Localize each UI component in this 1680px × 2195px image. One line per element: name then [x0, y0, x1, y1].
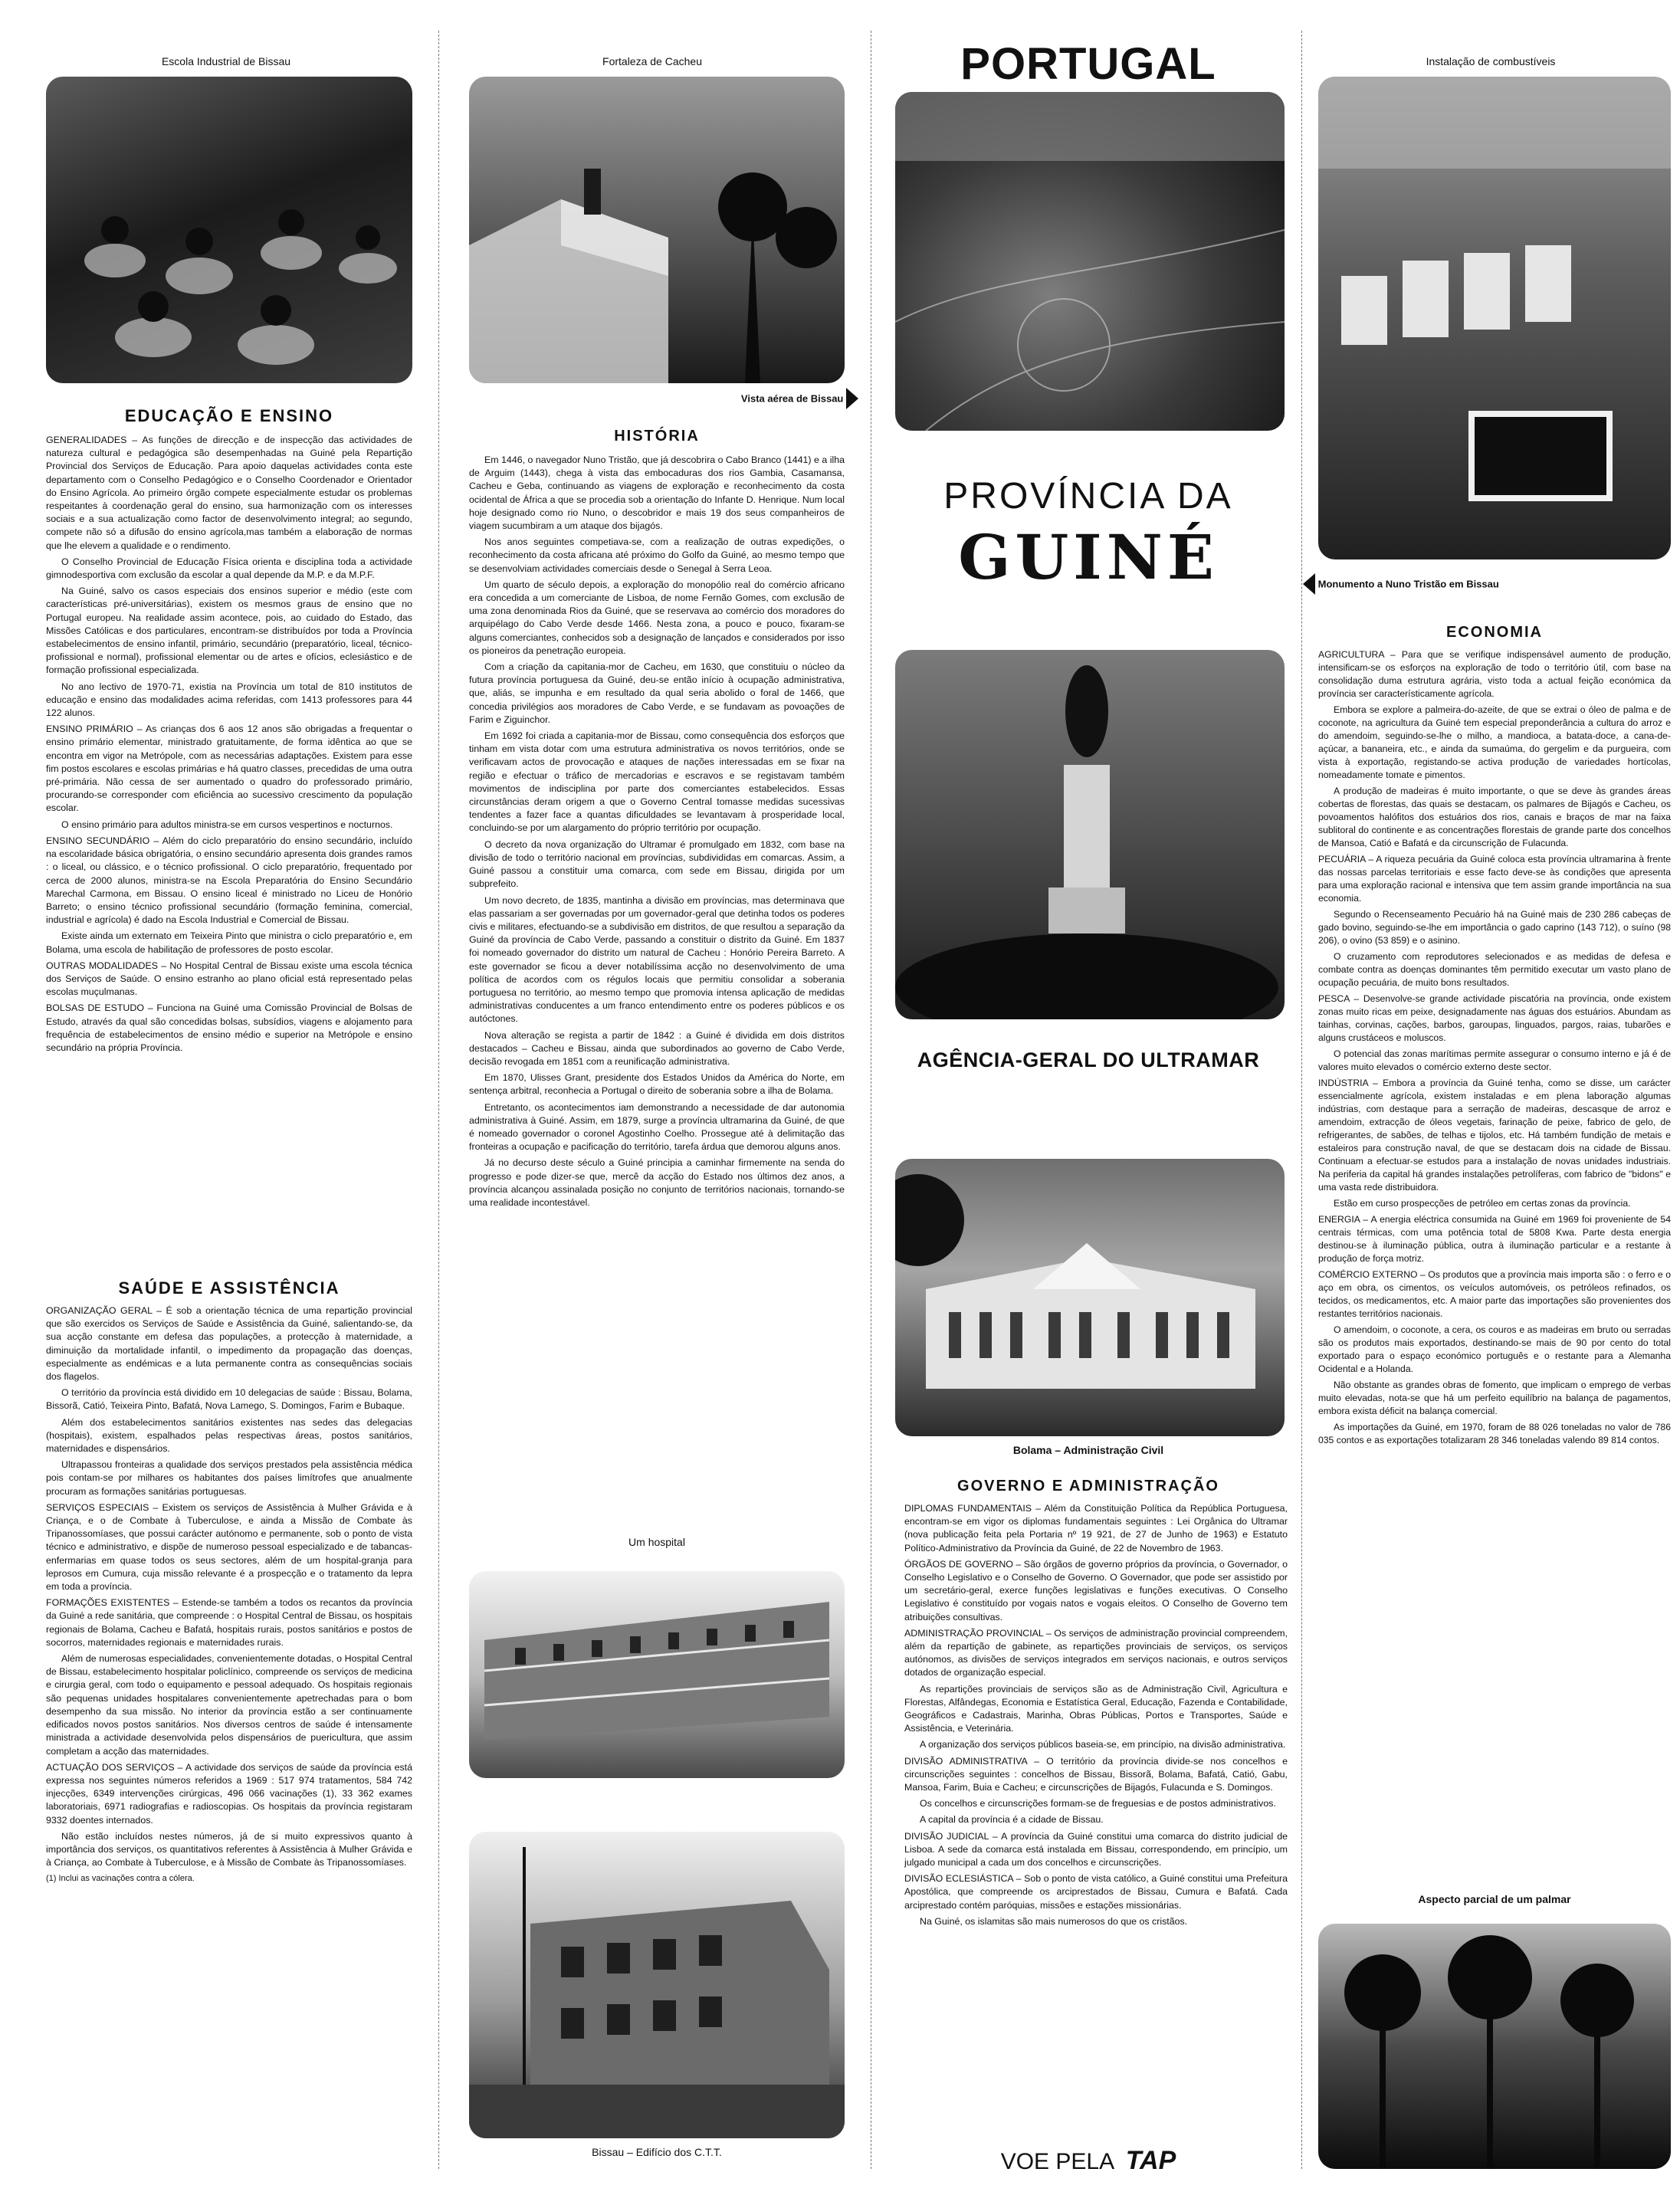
paragraph: Não estão incluídos nestes números, já de si muito expressivos quanto à importância dos serviços, os quantitativos referentes à Assistência à Mulher Grávida e à Criança, ao Combate à Tuberculose, e à Missão de Combate às Tripanossomíases. — [46, 1830, 412, 1869]
caption-palmar: Aspecto parcial de um palmar — [1418, 1893, 1571, 1905]
governo-body — [904, 1502, 1288, 1931]
paragraph: PESCA – Desenvolve-se grande actividade piscatória na província, onde existem zonas muito ricas em peixe, designadamente nas águas dos estuários. Abundam as tainhas, corvinas, cações, barbos, garoupas, linguados, pargos, raias, tubarões e alguns crustáceos e moluscos. — [1318, 993, 1671, 1043]
paragraph: Embora se explore a palmeira-do-azeite, de que se extrai o óleo de palma e de coconote, na agricultura da Guiné tem especial preponderância a cultura do arroz e do amendoim, seguindo-se-lhe o milho, a mandioca, a batata-doce, a cana-de-açúcar, a bananeira, etc., e ainda da sumaúma, do gergelim e da purgueira, com vista à exportação, registando-se activa produção de variedades hortícolas, nomeadamente tomate e pimentos. — [1318, 704, 1671, 780]
photo-fortaleza-cacheu — [469, 77, 845, 383]
paragraph: INDÚSTRIA – Embora a província da Guiné tenha, como se disse, um carácter essencialmente agrícola, existem instaladas e em plena laboração algumas indústrias, com destaque para a serração de madeiras, descasque de arroz e amendoim, extracção de óleos vegetais, farinação de peixe, fabrico de gelo, de refrigerantes, de sabões, de telhas e tijolos, etc. Há também fundição de metais e estaleiros para construção naval, de que se destacam dois na cidade de Bissau. Continuam a efectuar-se estudos para a instalação de novas unidades industriais. Na periferia da capital há grandes instalações petrolíferas, com fabrico de "bidons" e uma vasta rede distribuidora. — [1318, 1078, 1671, 1193]
fuel-installation-image — [1318, 77, 1671, 559]
paragraph: DIVISÃO ADMINISTRATIVA – O território da província divide-se nos concelhos e circunscrições seguintes : concelhos de Bissau, Bissorã, Bolama, Bafatá, Catió, Gabu, Mansoa, Farim, Buia e Cacheu; e circunscrições de Bijagós, Fulacunda e S. Domingos. — [904, 1755, 1288, 1793]
paragraph: Já no decurso deste século a Guiné principia a caminhar firmemente na senda do progresso e pode dizer-se que, mercê da acção do Estado nos últimos dez anos, a província alcançou assinalada posição no conjunto de territórios nacionais, tornando-se uma realidade incontestável. — [469, 1157, 845, 1208]
paragraph: A produção de madeiras é muito importante, o que se deve às grandes áreas cobertas de florestas, das quais se destacam, os palmares de Bijagós e Cacheu, os povoamentos halófitos dos estuários dos rios, canais e braços de mar na faixa sublitoral do continente e as concentrações florestais de grande parte dos concelhos de Mansoa, Catió e Bafatá e da circunscrição de Fulacunda. — [1318, 786, 1671, 848]
palm-grove-image — [1318, 1924, 1671, 2169]
masthead-provincia-da: PROVÍNCIA DA — [943, 476, 1233, 517]
section-heading-educacao: EDUCAÇÃO E ENSINO — [124, 406, 334, 425]
paragraph: AGRICULTURA – Para que se verifique indispensável aumento de produção, intensificam-se os esforços na exploração de todo o território útil, com base na consolidação duma estrutura agrária, visto toda a actual feição económica da província ser característicamente agrícola. — [1318, 649, 1671, 699]
paragraph: BOLSAS DE ESTUDO – Funciona na Guiné uma Comissão Provincial de Bolsas de Estudo, através da qual são concedidas bolsas, subsídios, viagens e alojamento para frequência de estabelecimentos de ensino médio e superior na Metrópole e ensino secundário na própria Província. — [46, 1002, 412, 1053]
caption-escola: Escola Industrial de Bissau — [161, 55, 291, 67]
colonial-building-image — [895, 1159, 1285, 1436]
arrow-left-icon — [1303, 573, 1315, 595]
paragraph: As importações da Guiné, em 1970, foram de 88 026 toneladas no valor de 786 035 contos e as exportações totalizaram 28 346 toneladas valendo 89 814 contos. — [1318, 1422, 1671, 1445]
hospital-image — [469, 1571, 845, 1778]
photo-palmar — [1318, 1924, 1671, 2169]
caption-monumento — [1303, 573, 1671, 595]
paragraph: Existe ainda um externato em Teixeira Pinto que ministra o ciclo preparatório e, em Bolama, uma escola de habilitação de professores de posto escolar. — [46, 930, 412, 955]
arrow-right-icon — [846, 388, 858, 409]
caption-instalacao: Instalação de combustíveis — [1426, 55, 1556, 67]
paragraph: OUTRAS MODALIDADES – No Hospital Central de Bissau existe uma escola técnica dos Serviços de Saúde. O ensino estranho ao plano oficial está representado pelas escolas muçulmanas. — [46, 960, 412, 998]
paragraph: COMÉRCIO EXTERNO – Os produtos que a província mais importa são : o ferro e o aço em obra, os cimentos, os veículos automóveis, os petróleos refinados, os tecidos, os medicamentos, etc. A maior parte das importações são provenientes dos restantes territórios nacionais. — [1318, 1269, 1671, 1319]
historia-body — [469, 454, 845, 1212]
paragraph: ORGANIZAÇÃO GERAL – É sob a orientação técnica de uma repartição provincial que são exercidos os Serviços de Saúde e Assistência da Guiné, salientando-se, da sua acção constante em defesa das populações, a protecção à maternidade, a diminuição da mortalidade infantil, o impedimento da propagação das doenças, especialmente as endémicas e a luta permanente contra as consequências sociais dos flagelos. — [46, 1305, 412, 1383]
caption-ctt: Bissau – Edifício dos C.T.T. — [592, 2146, 722, 2158]
section-heading-governo: GOVERNO E ADMINISTRAÇÃO — [957, 1478, 1219, 1495]
caption-fortaleza: Fortaleza de Cacheu — [602, 55, 702, 67]
footnote: (1) Inclui as vacinações contra a cólera. — [46, 1874, 195, 1884]
paragraph: Estão em curso prospecções de petróleo em certas zonas da província. — [1334, 1198, 1631, 1209]
paragraph: O Conselho Provincial de Educação Física orienta e disciplina toda a actividade gimnodesportiva com exclusão da escolar a qual depende da M.P. e da M.P.F. — [46, 556, 412, 581]
paragraph: FORMAÇÕES EXISTENTES – Estende-se também a todos os recantos da província da Guiné a rede sanitária, que compreende : o Hospital Central de Bissau, os hospitais regionais de Bolama, Cacheu e Bafatá, hospitais rurais, postos sanitários e postos de socorros, maternidades regionais e maternidades rurais. — [46, 1597, 413, 1648]
saude-body — [46, 1304, 412, 1889]
paragraph: O ensino primário para adultos ministra-se em cursos vespertinos e nocturnos. — [61, 819, 393, 830]
section-heading-historia: HISTÓRIA — [614, 428, 700, 445]
paragraph: ENSINO PRIMÁRIO – As crianças dos 6 aos 12 anos são obrigadas a frequentar o ensino primário elementar, ministrado gratuitamente, de forma idêntica ao que se encontra em vigor na Metrópole, com as necessárias adaptações. Existem para esse fim postos escolares e escolas primárias e há quatro classes, precedidas de uma outra pré-primária. Não cessa de ser aumentado o quadro do professorado primário, procurando-se corresponder com eficiência ao sucessivo crescimento da população escolar. — [46, 723, 412, 814]
section-heading-saude: SAÚDE E ASSISTÊNCIA — [118, 1278, 340, 1298]
caption-bolama: Bolama – Administração Civil — [1012, 1444, 1164, 1456]
caption-hospital: Um hospital — [628, 1536, 685, 1548]
column-divider — [438, 31, 439, 2169]
paragraph: GENERALIDADES – As funções de direcção e de inspecção das actividades de natureza cultural e pedagógica são desempenhadas na Guiné pela Repartição Provincial dos Serviços de Educação. Para apoio daquelas actividades conta este departamento com o Conselho Pedagógico e o Conselho Coordenador e Orientador do Ensino Agrícola. Ao primeiro órgão compete especialmente estudar os problemas respeitantes à coordenação geral do ensino, sua harmonização com os interesses sociais e a sua actualização como factor de desenvolvimento integral; ao segundo, compete não só a difusão do ensino agrícola,mas também a elaboração de normas que lhe elevem a qualidade e o rendimento. — [46, 435, 412, 551]
paragraph: Nova alteração se regista a partir de 1842 : a Guiné é dividida em dois distritos destacados – Cacheu e Bissau, ainda que subordinados ao governo de Cabo Verde, decisão revogada em 1851 com a reunificação administrativa. — [469, 1029, 845, 1067]
paragraph: O decreto da nova organização do Ultramar é promulgado em 1832, com base na divisão de todo o território nacional em províncias, subdivididas em comarcas. Assim, a Guiné passou a constituir uma comarca, com sede em Bissau, dirigida por um subprefeito. — [469, 838, 845, 890]
paragraph: Não obstante as grandes obras de fomento, que implicam o emprego de verbas muito elevadas, nota-se que há um perfeito equilíbrio na balança de pagamentos, embora exista déficit na balança comercial. — [1318, 1380, 1671, 1416]
paragraph: ÓRGÃOS DE GOVERNO – São órgãos de governo próprios da província, o Governador, o Conselho Legislativo e o Conselho de Governo. O Governador, que pode ser assistido por um secretário-geral, exerce funções legislativas e funções executivas. O Conselho Legislativo é constituído por vogais natos e vogais eleitos. O Conselho de Governo tem atribuições consultivas. — [904, 1558, 1288, 1622]
paragraph: Na Guiné, salvo os casos especiais dos ensinos superior e médio (este com características pré-universitárias), existem os mesmos graus de ensino que no Portugal europeu. Na realidade assim acontece, pois, ao cuidado do Estado, das Missões Católicas e dos particulares, encontram-se distribuídos por toda a Província estabelecimentos de ensino infantil, primário, secundário (preparatório, liceal, técnico-profissional e normal), profissional elementar ou de artes e ofícios, eclesiástico e de formação profissional especializada. — [46, 586, 412, 676]
classroom-image — [46, 77, 412, 383]
photo-edificio-ctt — [469, 1832, 845, 2138]
paragraph: O território da província está dividido em 10 delegacias de saúde : Bissau, Bolama, Bissorã, Catió, Teixeira Pinto, Bafatá, Nova Lamego, S. Domingos, Farim e Bubaque. — [46, 1387, 412, 1412]
paragraph: Nos anos seguintes competiava-se, com a realização de outras expedições, o reconhecimento da costa africana até próximo do Golfo da Guiné, ao mesmo tempo que se desenvolviam actividades comerciais desde o Senegal à Serra Leoa. — [469, 536, 845, 574]
column-divider — [1301, 31, 1302, 2169]
photo-bolama-administracao — [895, 1159, 1285, 1436]
post-office-image — [469, 1832, 845, 2138]
paragraph: Um novo decreto, de 1835, mantinha a divisão em províncias, mas determinava que elas passariam a ser governadas por um governador-geral que detinha todos os poderes civis e militares, efectuando-se a subdivisão em distritos, de que resultou a separação da Guiné da província de Cabo Verde, passando a constituir o distrito da Guiné. Em 1837 foi nomeado governador do distrito um natural de Cacheu : Honório Pereira Barreto. A este governador se ficou a dever notabilíssima acção no desenvolvimento de uma política de acordos com os régulos locais que permitiu consolidar a soberania portuguesa no território, ao mesmo tempo que promovia intensa aplicação de medidas administrativas conducentes a um franco entendimento entre os poderes públicos e os autóctones. — [469, 894, 845, 1025]
photo-escola-industrial — [46, 77, 412, 383]
masthead-guine: GUINÉ — [958, 521, 1219, 593]
voe-pela-tap — [881, 2146, 1295, 2176]
monument-image — [895, 650, 1285, 1019]
caption-monumento-text: Monumento a Nuno Tristão em Bissau — [1317, 578, 1499, 590]
paragraph: A capital da província é a cidade de Bissau. — [920, 1814, 1104, 1826]
masthead-portugal: PORTUGAL — [960, 39, 1216, 89]
paragraph: Em 1446, o navegador Nuno Tristão, que já descobrira o Cabo Branco (1441) e a ilha de Arguim (1443), chega à vista das embocaduras dos rios Gambia, Casamansa, Cacheu e Geba, continuando as viagens de exploração e reconhecimento da costa ocidental de África a que se procedia sob a orientação do Infante D. Henrique. Num local hoje designado como rio Nuno, o descobridor e mais 19 dos seus companheiros de viagem sucumbiram a um ataque dos bijagós. — [469, 454, 845, 532]
paragraph: ACTUAÇÃO DOS SERVIÇOS – A actividade dos serviços de saúde da província está expressa nos seguintes números referidos a 1969 : 517 974 tratamentos, 584 742 injecções, 6349 intervenções cirúrgicas, 496 066 vacinações (1), 33 362 exames laboratoriais, 6971 radiografias e radioscopias. Os hospitais da província registaram 9332 doentes internados. — [46, 1761, 412, 1826]
agencia-geral: AGÊNCIA-GERAL DO ULTRAMAR — [917, 1048, 1260, 1071]
photo-hospital — [469, 1571, 845, 1778]
paragraph: DIVISÃO ECLESIÁSTICA – Sob o ponto de vista católico, a Guiné constitui uma Prefeitura Apostólica, que compreende os arciprestados de Bissau, Cumura e Bafatá. Cada arciprestado contém paróquias, missões e estações missionárias. — [904, 1873, 1288, 1911]
paragraph: Os concelhos e circunscrições formam-se de freguesias e de postos administrativos. — [920, 1798, 1276, 1809]
paragraph: PECUÁRIA – A riqueza pecuária da Guiné coloca esta província ultramarina à frente das nossas parcelas territoriais e esse facto deve-se às condições que apresenta para uma exploração racional e intensiva que tem assim grande importância na sua economia. — [1318, 854, 1671, 904]
paragraph: Um quarto de século depois, a exploração do monopólio real do comércio africano era concedida a um comerciante de Lisboa, de nome Fernão Gomes, com exclusão de uma zona denominada Rios da Guiné, que se reservava ao comércio dos moradores do arquipélago do Cabo Verde desde 1466. Nesta zona, a pouco e pouco, fixaram-se alguns comerciantes, conhecidos sob a designação de lançados e considerados por isso os pioneiros da penetração europeia. — [469, 579, 845, 656]
caption-vista-aerea — [690, 388, 858, 409]
section-heading-economia: ECONOMIA — [1446, 624, 1543, 641]
paragraph: O cruzamento com reprodutores selecionados e as medidas de defesa e combate contra as doenças dominantes têm permitido executar um vasto plano de ocupação pecuária, de muito bons resultados. — [1318, 951, 1671, 988]
paragraph: Além dos estabelecimentos sanitários existentes nas sedes das delegacias (hospitais), existem, espalhados pelas respectivas áreas, postos sanitários, maternidades e dispensários. — [46, 1416, 412, 1455]
paragraph: O amendoim, o coconote, a cera, os couros e as madeiras em bruto ou serradas são os produtos mais exportados, destinando-se mais de 90 por cento do total exportado para o espaço económico português e o restante para a Alemanha Ocidental e a Holanda. — [1318, 1324, 1671, 1374]
paragraph: Ultrapassou fronteiras a qualidade dos serviços prestados pela assistência médica pois contam-se por milhares os habitantes dos países limítrofes que anualmente procuram as formações sanitárias portuguesas. — [46, 1459, 412, 1497]
aerial-city-image — [895, 92, 1285, 431]
economia-body — [1318, 648, 1671, 1450]
paragraph: ENSINO SECUNDÁRIO – Além do ciclo preparatório do ensino secundário, incluído na escolaridade básica obrigatória, o ensino secundário apresenta dois grandes ramos : o liceal, ou clássico, e o técnico profissional. O ciclo preparatório, frequentado por cerca de 2000 alunos, ministra-se na Escola Preparatória do Ensino Secundário Marechal Carmona, em Bissau. O ensino liceal é ministrado no Liceu de Honório Barreto; o ensino técnico profissional secundário (formação feminina, comercial, industrial e agrícola) é dado na Escola Industrial e Comercial de Bissau. — [46, 835, 412, 926]
educacao-body — [46, 434, 412, 1058]
paragraph: SERVIÇOS ESPECIAIS – Existem os serviços de Assistência à Mulher Grávida e à Criança, e o de Combate à Tuberculose, e ainda a Missão de Combate às Tripanossomíases, que possui carácter autónomo e permanente, sob o ponto de vista técnico e administrativo, e dispõe de numeroso pessoal especializado e de tabancas-enfermarias em quase todos os seus sectores, além de um hospital-granja para leprosos em Cumura, cuja missão relevante é a prospecção e o tratamento da lepra em toda a província. — [46, 1501, 412, 1593]
paragraph: DIPLOMAS FUNDAMENTAIS – Além da Constituição Política da República Portuguesa, encontram-se em vigor os diplomas fundamentais seguintes : Lei Orgânica do Ultramar (nova publicação feita pela Portaria nº 19 921, de 27 de Junho de 1963) e Estatuto Político-Administrativo da Província da Guiné, de 22 de Novembro de 1963. — [904, 1503, 1288, 1554]
photo-vista-aerea-bissau — [895, 92, 1285, 431]
paragraph: Entretanto, os acontecimentos iam demonstrando a necessidade de dar autonomia administrativa à Guiné. Assim, em 1879, surge a província ultramarina da Guiné, de que é nomeado governador o coronel Agostinho Coelho. Prossegue até à delimitação das fronteiras a ocupação e pacificação do território, tarefa árdua que demorou alguns anos. — [469, 1101, 845, 1153]
paragraph: Além de numerosas especialidades, convenientemente dotadas, o Hospital Central de Bissau, estabelecimento hospitalar policlínico, compreende os serviços de medicina e cirurgia geral, com todo o equipamento e pessoal adequado. Os hospitais regionais são pequenas unidades hospitalares convenientemente apetrechadas para o bom desempenho da sua missão. No interior da província estão a ser continuamente edificados novos postos sanitários. Nos diversos centros de saúde é intensamente ministrada a actividade desenvolvida pelos dispensários de puericultura, que assim completam a acção das maternidades. — [46, 1653, 412, 1757]
paragraph: Em 1870, Ulisses Grant, presidente dos Estados Unidos da América do Norte, em sentença arbitral, reconhecia a Portugal o direito de soberania sobre a ilha de Bolama. — [469, 1072, 845, 1097]
tap-logo: TAP — [1125, 2146, 1176, 2175]
paragraph: ENERGIA – A energia eléctrica consumida na Guiné em 1969 foi proveniente de 54 centrais térmicas, com uma potência total de 5808 Kwa. Parte desta energia destinou-se à iluminação pública, outra à iluminação particular e a restante à produção de força motriz. — [1318, 1214, 1671, 1264]
voe-pela-text: VOE PELA — [1000, 2149, 1114, 2174]
photo-instalacao-combustiveis — [1318, 77, 1671, 559]
paragraph: Com a criação da capitania-mor de Cacheu, em 1630, que constituiu o núcleo da futura província portuguesa da Guiné, deu-se então início à ocupação administrativa, que, aliás, se impunha e em resultado da qual seria abolido o foral de 1466, que concedia privilégios aos moradores de Cabo Verde, e se fundavam as povoações de Farim e Ziguinchor. — [469, 661, 845, 725]
paragraph: O potencial das zonas marítimas permite assegurar o consumo interno e já é de valores muito elevados o comércio externo deste sector. — [1318, 1048, 1671, 1072]
paragraph: Na Guiné, os islamitas são mais numerosos do que os cristãos. — [920, 1915, 1188, 1927]
paragraph: DIVISÃO JUDICIAL – A província da Guiné constitui uma comarca do distrito judicial de Lisboa. A sede da comarca está instalada em Bissau, correspondendo, em princípio, um julgado municipal a cada um dos concelhos e circunscrições. — [904, 1830, 1288, 1869]
paragraph: No ano lectivo de 1970-71, existia na Província um total de 810 institutos de educação e ensino das modalidades acima referidas, com 1413 professores para 44 122 alunos. — [46, 681, 412, 719]
photo-monumento-nuno-tristao — [895, 650, 1285, 1019]
paragraph: A organização dos serviços públicos baseia-se, em princípio, na divisão administrativa. — [920, 1739, 1286, 1750]
paragraph: Segundo o Recenseamento Pecuário há na Guiné mais de 230 286 cabeças de gado bovino, seguindo-se-lhe em importância o gado caprino (143 712), o suíno (98 206), o ovino (53 859) e o asinino. — [1318, 909, 1671, 946]
paragraph: Em 1692 foi criada a capitania-mor de Bissau, como consequência dos esforços que tinham em vista dotar com uma estrutura administrativa os novos territórios, onde se verificavam actos de provocação e ataques de nações interessadas em se fixar na região e efectuar o tráfico de mercadorias e escravos e se registavam também movimentos de indisciplina por parte dos comerciantes estabelecidos. Essas circunstâncias deram origem a que o Governo Central tomasse medidas sucessivas tendentes a fazer face a quantas dificuldades se levantavam à prosperidade local, concluindo-se por um alargamento do próprio território por ocupação. — [469, 730, 845, 834]
paragraph: As repartições provinciais de serviços são as de Administração Civil, Agricultura e Florestas, Alfândegas, Economia e Estatística Geral, Educação, Fazenda e Contabilidade, Geográficos e Cadastrais, Marinha, Obras Públicas, Portos e Transportes, Saúde e Assistência, e Veterinária. — [904, 1683, 1288, 1734]
caption-vista-aerea-text: Vista aérea de Bissau — [740, 392, 844, 405]
paragraph: ADMINISTRAÇÃO PROVINCIAL – Os serviços de administração provincial compreendem, além da repartição de gabinete, as repartições provinciais de serviços, os serviços autónomos, as divisões de serviços integrados em serviços nacionais, e outros serviços dotados de organização especial. — [904, 1627, 1288, 1678]
fortress-image — [469, 77, 845, 383]
